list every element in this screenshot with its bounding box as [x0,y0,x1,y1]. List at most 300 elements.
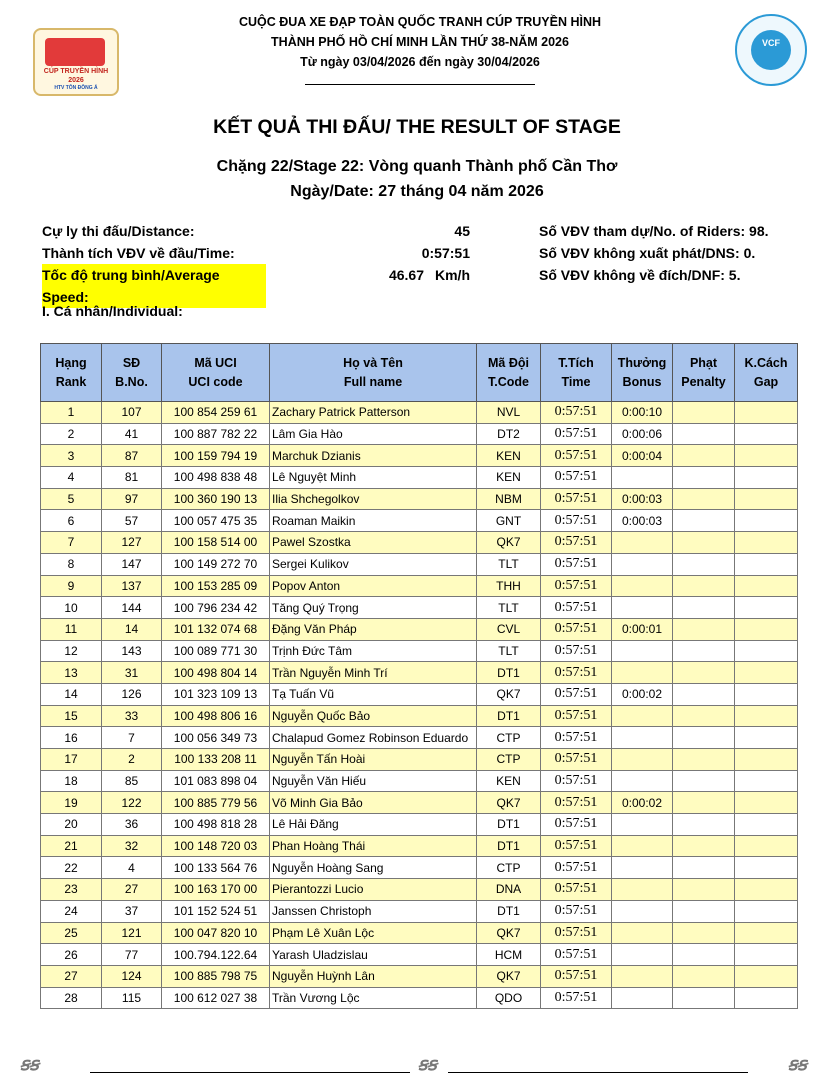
gap-cell [735,922,798,944]
name-cell: Sergei Kulikov [270,553,477,575]
team-cell: DT1 [477,900,541,922]
speed-value: 46.67 [388,267,424,283]
col-gap: K.Cách Gap [735,344,798,402]
vcf-logo-text: VCF [762,38,780,48]
time-cell: 0:57:51 [541,467,612,489]
team-cell: DT1 [477,835,541,857]
bonus-cell [612,814,673,836]
uci-cell: 100 885 798 75 [162,965,270,987]
team-cell: KEN [477,770,541,792]
name-cell: Lê Nguyệt Minh [270,467,477,489]
bib-cell: 121 [102,922,162,944]
gap-cell [735,467,798,489]
time-cell: 0:57:51 [541,618,612,640]
table-row [41,965,798,987]
team-cell: QK7 [477,683,541,705]
dnf-count: Số VĐV không về đích/DNF: 5. [539,267,741,283]
table-row [41,683,798,705]
table-row [41,467,798,489]
uci-cell: 100 047 820 10 [162,922,270,944]
time-cell: 0:57:51 [541,532,612,554]
table-row [41,402,798,424]
document-header [150,12,690,72]
uci-cell: 101 083 898 04 [162,770,270,792]
name-cell: Chalapud Gomez Robinson Eduardo [270,727,477,749]
table-row [41,922,798,944]
header-line-2: THÀNH PHỐ HỒ CHÍ MINH LẦN THỨ 38-NĂM 2026 [271,35,569,49]
gap-cell [735,553,798,575]
rank-cell: 24 [41,900,102,922]
time-cell: 0:57:51 [541,944,612,966]
time-cell: 0:57:51 [541,402,612,424]
name-cell: Yarash Uladzislau [270,944,477,966]
time-cell: 0:57:51 [541,488,612,510]
rank-cell: 10 [41,597,102,619]
penalty-cell [673,575,735,597]
footer-logo-icon: ꞩꞩ [788,1054,807,1074]
penalty-cell [673,900,735,922]
penalty-cell [673,857,735,879]
penalty-cell [673,423,735,445]
team-cell: DT2 [477,423,541,445]
table-row [41,900,798,922]
bib-cell: 144 [102,597,162,619]
bonus-cell [612,640,673,662]
table-row [41,423,798,445]
gap-cell [735,792,798,814]
time-cell: 0:57:51 [541,879,612,901]
gap-cell [735,445,798,467]
bib-cell: 7 [102,727,162,749]
uci-cell: 100 133 564 76 [162,857,270,879]
results-table [40,343,798,1009]
event-logo-year: 2026 [68,77,84,84]
footer-line [90,1072,410,1073]
gap-cell [735,532,798,554]
uci-cell: 100 498 838 48 [162,467,270,489]
time-cell: 0:57:51 [541,965,612,987]
bonus-cell: 0:00:06 [612,423,673,445]
gap-cell [735,640,798,662]
team-cell: NVL [477,402,541,424]
rank-cell: 23 [41,879,102,901]
uci-cell: 100 885 779 56 [162,792,270,814]
gap-cell [735,900,798,922]
penalty-cell [673,553,735,575]
gap-cell [735,510,798,532]
bib-cell: 107 [102,402,162,424]
rank-cell: 8 [41,553,102,575]
time-cell: 0:57:51 [541,922,612,944]
uci-cell: 100 148 720 03 [162,835,270,857]
bib-cell: 147 [102,553,162,575]
time-cell: 0:57:51 [541,835,612,857]
name-cell: Popov Anton [270,575,477,597]
team-cell: QK7 [477,965,541,987]
rank-cell: 1 [41,402,102,424]
time-cell: 0:57:51 [541,553,612,575]
bonus-cell [612,857,673,879]
penalty-cell [673,944,735,966]
name-cell: Zachary Patrick Patterson [270,402,477,424]
footer-logo-icon: ꞩꞩ [418,1054,437,1074]
table-row [41,749,798,771]
stage-date: Ngày/Date: 27 tháng 04 năm 2026 [290,183,544,200]
table-row [41,727,798,749]
uci-cell: 100 149 272 70 [162,553,270,575]
team-cell: QK7 [477,532,541,554]
name-cell: Trịnh Đức Tâm [270,640,477,662]
penalty-cell [673,814,735,836]
bonus-cell [612,749,673,771]
penalty-cell [673,597,735,619]
bonus-cell [612,922,673,944]
gap-cell [735,662,798,684]
uci-cell: 100 153 285 09 [162,575,270,597]
team-cell: TLT [477,640,541,662]
name-cell: Marchuk Dzianis [270,445,477,467]
penalty-cell [673,662,735,684]
time-cell: 0:57:51 [541,683,612,705]
uci-cell: 101 152 524 51 [162,900,270,922]
cyclist-circle-icon [751,30,791,70]
bonus-cell: 0:00:03 [612,488,673,510]
name-cell: Nguyễn Huỳnh Lân [270,965,477,987]
name-cell: Tạ Tuấn Vũ [270,683,477,705]
table-row [41,488,798,510]
table-row [41,510,798,532]
penalty-cell [673,965,735,987]
table-header-row [41,344,798,402]
bonus-cell [612,575,673,597]
uci-cell: 100 854 259 61 [162,402,270,424]
time-cell: 0:57:51 [541,705,612,727]
bib-cell: 41 [102,423,162,445]
table-row [41,445,798,467]
speed-label: Tốc độ trung bình/Average Speed: [42,264,266,308]
table-row [41,792,798,814]
riders-count: Số VĐV tham dự/No. of Riders: 98. [539,223,769,239]
rank-cell: 18 [41,770,102,792]
name-cell: Phan Hoàng Thái [270,835,477,857]
gap-cell [735,575,798,597]
bib-cell: 127 [102,532,162,554]
bonus-cell: 0:00:04 [612,445,673,467]
penalty-cell [673,445,735,467]
time-cell: 0:57:51 [541,510,612,532]
name-cell: Pierantozzi Lucio [270,879,477,901]
team-cell: CTP [477,727,541,749]
gap-cell [735,597,798,619]
uci-cell: 100 163 170 00 [162,879,270,901]
rank-cell: 22 [41,857,102,879]
rank-cell: 12 [41,640,102,662]
col-rank: Hạng Rank [41,344,102,402]
time-cell: 0:57:51 [541,423,612,445]
uci-cell: 100 158 514 00 [162,532,270,554]
time-cell: 0:57:51 [541,857,612,879]
name-cell: Trần Nguyễn Minh Trí [270,662,477,684]
table-row [41,662,798,684]
team-cell: DT1 [477,705,541,727]
bib-cell: 2 [102,749,162,771]
bib-cell: 37 [102,900,162,922]
rank-cell: 5 [41,488,102,510]
name-cell: Võ Minh Gia Bảo [270,792,477,814]
team-cell: TLT [477,597,541,619]
time-cell: 0:57:51 [541,749,612,771]
rank-cell: 15 [41,705,102,727]
team-cell: CTP [477,857,541,879]
bonus-cell: 0:00:10 [612,402,673,424]
team-cell: DNA [477,879,541,901]
bib-cell: 36 [102,814,162,836]
gap-cell [735,423,798,445]
bonus-cell [612,662,673,684]
bib-cell: 122 [102,792,162,814]
bonus-cell [612,879,673,901]
name-cell: Trần Vương Lộc [270,987,477,1009]
time-cell: 0:57:51 [541,727,612,749]
penalty-cell [673,792,735,814]
rank-cell: 4 [41,467,102,489]
rank-cell: 26 [41,944,102,966]
gap-cell [735,944,798,966]
rank-cell: 28 [41,987,102,1009]
col-uci: Mã UCI UCI code [162,344,270,402]
rank-cell: 19 [41,792,102,814]
name-cell: Nguyễn Quốc Bảo [270,705,477,727]
gap-cell [735,488,798,510]
table-row [41,705,798,727]
penalty-cell [673,488,735,510]
col-bib: SĐ B.No. [102,344,162,402]
penalty-cell [673,879,735,901]
bonus-cell [612,987,673,1009]
uci-cell: 101 132 074 68 [162,618,270,640]
rank-cell: 3 [41,445,102,467]
rank-cell: 20 [41,814,102,836]
header-divider [305,84,535,85]
table-row [41,597,798,619]
bib-cell: 126 [102,683,162,705]
bonus-cell [612,467,673,489]
name-cell: Ilia Shchegolkov [270,488,477,510]
time-cell: 0:57:51 [541,640,612,662]
uci-cell: 100 498 818 28 [162,814,270,836]
event-logo-text: CÚP TRUYỀN HÌNH [43,68,109,75]
gap-cell [735,965,798,987]
uci-cell: 100 498 804 14 [162,662,270,684]
bib-cell: 85 [102,770,162,792]
time-cell: 0:57:51 [541,792,612,814]
stage-name: Chặng 22/Stage 22: Vòng quanh Thành phố Cần Thơ [216,158,618,175]
gap-cell [735,770,798,792]
name-cell: Janssen Christoph [270,900,477,922]
table-row [41,553,798,575]
penalty-cell [673,987,735,1009]
team-cell: NBM [477,488,541,510]
gap-cell [735,705,798,727]
penalty-cell [673,402,735,424]
gap-cell [735,987,798,1009]
team-cell: TLT [477,553,541,575]
time-cell: 0:57:51 [541,900,612,922]
rank-cell: 2 [41,423,102,445]
time-cell: 0:57:51 [541,575,612,597]
team-cell: QDO [477,987,541,1009]
penalty-cell [673,640,735,662]
rank-cell: 7 [41,532,102,554]
name-cell: Lâm Gia Hào [270,423,477,445]
gap-cell [735,749,798,771]
penalty-cell [673,510,735,532]
bib-cell: 57 [102,510,162,532]
col-name: Họ và Tên Full name [270,344,477,402]
gap-cell [735,814,798,836]
bonus-cell: 0:00:03 [612,510,673,532]
time-cell: 0:57:51 [541,770,612,792]
bib-cell: 124 [102,965,162,987]
penalty-cell [673,467,735,489]
distance-label: Cự ly thi đấu/Distance: [42,223,195,239]
bib-cell: 33 [102,705,162,727]
team-cell: QK7 [477,792,541,814]
uci-cell: 100 133 208 11 [162,749,270,771]
dns-count: Số VĐV không xuất phát/DNS: 0. [539,245,756,261]
bib-cell: 31 [102,662,162,684]
header-line-1: CUỘC ĐUA XE ĐẠP TOÀN QUỐC TRANH CÚP TRUYỀN HÌNH [238,15,602,29]
penalty-cell [673,770,735,792]
rank-cell: 16 [41,727,102,749]
gap-cell [735,835,798,857]
footer-logo-icon: ꞩꞩ [20,1054,39,1074]
team-cell: CTP [477,749,541,771]
rank-cell: 13 [41,662,102,684]
time-label: Thành tích VĐV về đầu/Time: [42,245,235,261]
col-time: T.Tích Time [541,344,612,402]
bib-cell: 4 [102,857,162,879]
bib-cell: 137 [102,575,162,597]
col-team: Mã Đội T.Code [477,344,541,402]
bonus-cell: 0:00:01 [612,618,673,640]
bonus-cell [612,727,673,749]
time-cell: 0:57:51 [541,814,612,836]
uci-cell: 100 360 190 13 [162,488,270,510]
table-row [41,987,798,1009]
bib-cell: 87 [102,445,162,467]
penalty-cell [673,922,735,944]
uci-cell: 100 056 349 73 [162,727,270,749]
team-cell: THH [477,575,541,597]
team-cell: CVL [477,618,541,640]
time-cell: 0:57:51 [541,987,612,1009]
gap-cell [735,727,798,749]
bonus-cell: 0:00:02 [612,792,673,814]
table-row [41,575,798,597]
uci-cell: 101 323 109 13 [162,683,270,705]
bonus-cell [612,532,673,554]
table-row [41,814,798,836]
table-row [41,879,798,901]
time-value: 0:57:51 [421,245,470,261]
uci-cell: 100 057 475 35 [162,510,270,532]
team-cell: KEN [477,467,541,489]
table-row [41,944,798,966]
table-row [41,532,798,554]
table-row [41,618,798,640]
bonus-cell [612,944,673,966]
table-row [41,770,798,792]
rank-cell: 11 [41,618,102,640]
name-cell: Roaman Maikin [270,510,477,532]
bonus-cell [612,770,673,792]
penalty-cell [673,727,735,749]
gap-cell [735,879,798,901]
time-cell: 0:57:51 [541,662,612,684]
section-title: I. Cá nhân/Individual: [42,303,183,319]
penalty-cell [673,835,735,857]
uci-cell: 100 498 806 16 [162,705,270,727]
sponsor-logo-text: HTV TÔN ĐÔNG Á [54,85,98,91]
event-logo [33,28,119,96]
uci-cell: 100.794.122.64 [162,944,270,966]
bonus-cell [612,835,673,857]
gap-cell [735,618,798,640]
bonus-cell: 0:00:02 [612,683,673,705]
table-row [41,640,798,662]
name-cell: Phạm Lê Xuân Lộc [270,922,477,944]
table-row [41,857,798,879]
table-row [41,835,798,857]
name-cell: Đặng Văn Pháp [270,618,477,640]
name-cell: Lê Hải Đăng [270,814,477,836]
bib-cell: 143 [102,640,162,662]
bib-cell: 81 [102,467,162,489]
uci-cell: 100 159 794 19 [162,445,270,467]
distance-value: 45 [454,223,470,239]
header-line-3: Từ ngày 03/04/2026 đến ngày 30/04/2026 [300,55,540,69]
bonus-cell [612,900,673,922]
penalty-cell [673,749,735,771]
bib-cell: 115 [102,987,162,1009]
bib-cell: 77 [102,944,162,966]
team-cell: GNT [477,510,541,532]
name-cell: Nguyễn Hoàng Sang [270,857,477,879]
cyclist-emblem-icon [45,38,105,66]
gap-cell [735,402,798,424]
gap-cell [735,857,798,879]
page-footer [0,1052,834,1079]
team-cell: DT1 [477,662,541,684]
bib-cell: 14 [102,618,162,640]
penalty-cell [673,705,735,727]
penalty-cell [673,618,735,640]
rank-cell: 9 [41,575,102,597]
rank-cell: 27 [41,965,102,987]
penalty-cell [673,683,735,705]
team-cell: DT1 [477,814,541,836]
uci-cell: 100 796 234 42 [162,597,270,619]
name-cell: Nguyễn Tấn Hoài [270,749,477,771]
bonus-cell [612,965,673,987]
uci-cell: 100 612 027 38 [162,987,270,1009]
team-cell: KEN [477,445,541,467]
rank-cell: 25 [41,922,102,944]
col-bonus: Thưởng Bonus [612,344,673,402]
speed-unit: Km/h [435,267,470,283]
rank-cell: 14 [41,683,102,705]
